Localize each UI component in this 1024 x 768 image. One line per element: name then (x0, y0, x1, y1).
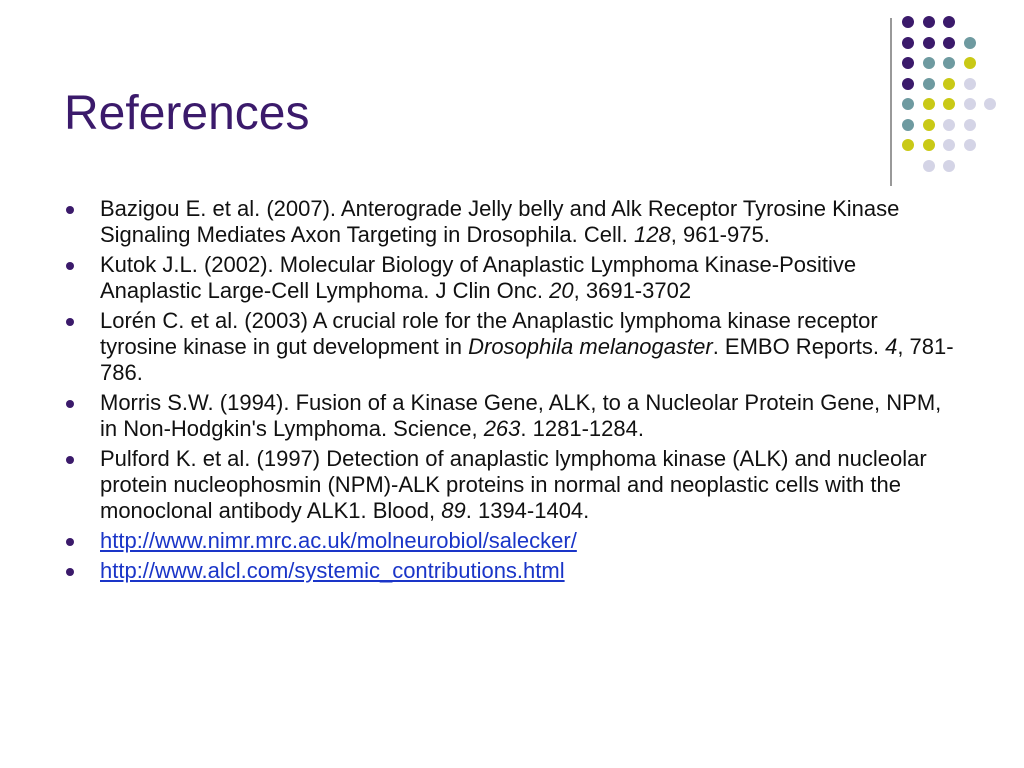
reference-volume: 89 (441, 498, 466, 523)
decorative-dot (943, 139, 955, 151)
decorative-dot (964, 37, 976, 49)
decorative-dot (923, 139, 935, 151)
reference-text: Kutok J.L. (2002). Molecular Biology of Anaplastic Lymphoma Kinase-Positive Anaplastic Large-Cell Lymphoma. J Clin Onc. (100, 252, 857, 303)
decorative-dot (902, 16, 914, 28)
reference-pages: , 3691-3702 (573, 278, 692, 303)
reference-pages: . 1394-1404. (465, 498, 590, 523)
decorative-dot (902, 37, 914, 49)
reference-text: Lorén C. et al. (2003) A crucial role for the Anaplastic lymphoma kinase receptor tyrosine kinase in gut development in (100, 308, 878, 359)
alcl-contributions-link[interactable]: http://www.alcl.com/systemic_contributions.html (100, 558, 565, 583)
decorative-dot (902, 78, 914, 90)
decorative-dot (902, 119, 914, 131)
reference-journal: . EMBO Reports. (712, 334, 886, 359)
decorative-dot (923, 119, 935, 131)
reference-list (60, 196, 960, 588)
decorative-dot (923, 57, 935, 69)
decorative-dot-grid (902, 16, 1022, 166)
decorative-dot (943, 37, 955, 49)
reference-pages: . 1281-1284. (520, 416, 644, 441)
decorative-dot (923, 98, 935, 110)
reference-volume: 4 (885, 334, 898, 359)
decorative-dot (964, 139, 976, 151)
slide-title: References (64, 87, 310, 140)
reference-text: Morris S.W. (1994). Fusion of a Kinase Gene, ALK, to a Nucleolar Protein Gene, NPM, in Non-Hodgkin's Lymphoma. Science, (100, 390, 942, 441)
decorative-dot (943, 16, 955, 28)
title-divider-line (890, 18, 892, 186)
reference-link-item-nimr (60, 528, 960, 554)
reference-item-bazigou (60, 196, 960, 248)
reference-text: Pulford K. et al. (1997) Detection of anaplastic lymphoma kinase (ALK) and nucleolar protein nucleophosmin (NPM)-ALK proteins in normal and neoplastic cells with the monoclonal antibody ALK1. Blood, (100, 446, 927, 523)
decorative-dot (964, 57, 976, 69)
decorative-dot (984, 98, 996, 110)
decorative-dot (902, 57, 914, 69)
reference-link-item-alcl (60, 558, 960, 584)
reference-species: Drosophila melanogaster (468, 334, 713, 359)
reference-volume: 20 (549, 278, 574, 303)
reference-item-loren (60, 308, 960, 386)
decorative-dot (943, 78, 955, 90)
decorative-dot (923, 16, 935, 28)
decorative-dot (943, 57, 955, 69)
reference-text: Bazigou E. et al. (2007). Anterograde Jelly belly and Alk Receptor Tyrosine Kinase Signaling Mediates Axon Targeting in Drosophila. Cell. (100, 196, 900, 247)
decorative-dot (923, 37, 935, 49)
decorative-dot (923, 160, 935, 172)
decorative-dot (943, 98, 955, 110)
decorative-dot (902, 98, 914, 110)
reference-volume: 263 (483, 416, 521, 441)
decorative-dot (964, 98, 976, 110)
decorative-dot (964, 119, 976, 131)
reference-volume: 128 (634, 222, 671, 247)
reference-pages: , 961-975. (670, 222, 770, 247)
decorative-dot (902, 139, 914, 151)
reference-item-morris (60, 390, 960, 442)
decorative-dot (943, 160, 955, 172)
decorative-dot (964, 78, 976, 90)
reference-item-kutok (60, 252, 960, 304)
reference-item-pulford (60, 446, 960, 524)
reference-pages: , 781-786. (100, 334, 954, 385)
decorative-dot (943, 119, 955, 131)
decorative-dot (923, 78, 935, 90)
nimr-salecker-link[interactable]: http://www.nimr.mrc.ac.uk/molneurobiol/salecker/ (100, 528, 577, 553)
